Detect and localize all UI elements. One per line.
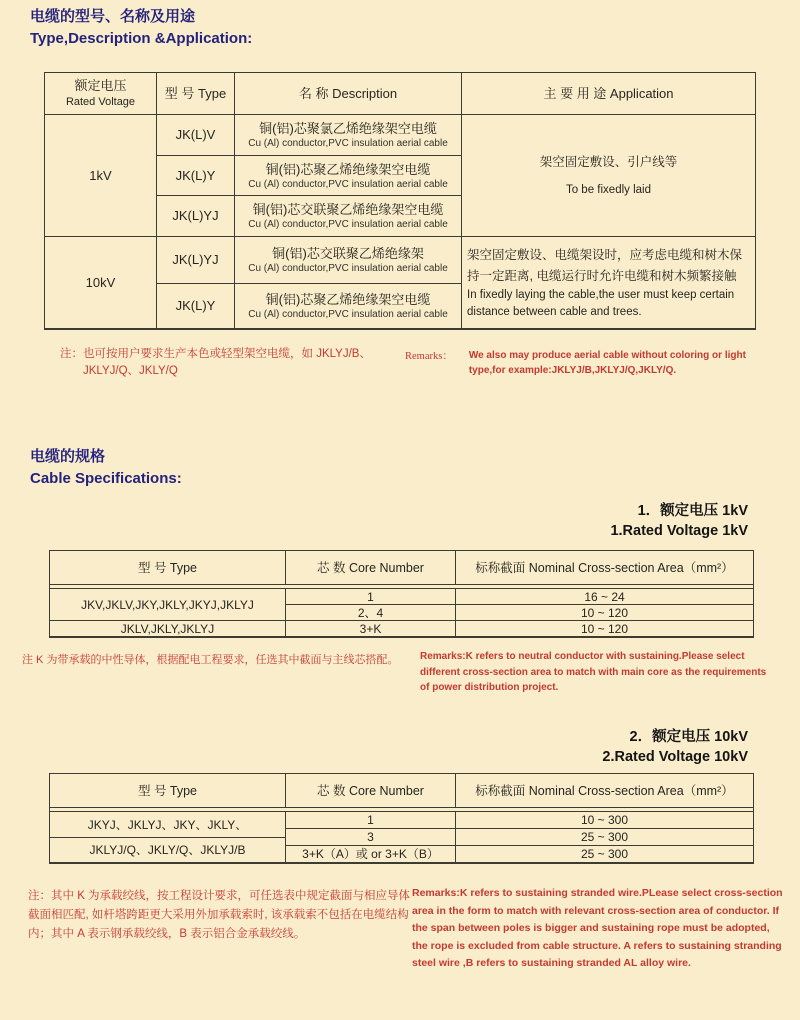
desc-zh: 铜(铝)芯交联聚乙烯绝缘架空电缆 <box>252 202 444 217</box>
area-cell: 10 ~ 300 <box>456 812 753 829</box>
section1-title-en: Type,Description &Application: <box>30 30 253 47</box>
desc-zh: 铜(铝)芯聚乙烯绝缘架空电缆 <box>265 161 431 177</box>
subheading-10kv <box>602 727 748 767</box>
t2-header-core: 芯 数 Core Number <box>286 551 456 585</box>
subheading-1kv <box>610 501 748 541</box>
t1-header-desc: 名 称 Description <box>235 73 462 115</box>
remarks-label: Remarks： <box>405 351 453 362</box>
note-text-zh: 也可按用户要求生产本色或轻型架空电缆，如 JKLYJ/B、JKLYJ/Q、JKLY/Q <box>83 348 371 377</box>
section2-title-en: Cable Specifications: <box>30 470 182 487</box>
core-cell: 1 <box>286 812 456 829</box>
desc-zh: 铜(铝)芯聚乙烯绝缘架空电缆 <box>265 292 431 307</box>
t1-header-type: 型 号 Type <box>157 73 235 115</box>
application-cell-1kv <box>462 115 755 237</box>
desc-zh: 铜(铝)芯聚氯乙烯绝缘架空电缆 <box>259 121 437 136</box>
t3-header-type: 型 号 Type <box>50 774 286 808</box>
app-en: To be fixedly laid <box>565 184 651 196</box>
type-cell: JK(L)YJ <box>157 196 235 237</box>
spec-table-1kv <box>49 550 754 638</box>
desc-cell <box>235 115 462 156</box>
t2-header-area: 标称截面 Nominal Cross-section Area（mm²） <box>456 551 753 585</box>
t2-header-type: 型 号 Type <box>50 551 286 585</box>
app-zh: 架空固定敷设、引户线等 <box>539 155 678 169</box>
desc-en: Cu (Al) conductor,PVC insulation aerial cable <box>248 263 448 274</box>
desc-cell <box>235 237 462 284</box>
core-cell: 3+K <box>286 621 456 636</box>
application-cell-10kv <box>462 237 755 328</box>
t1-header-voltage-zh: 额定电压 <box>74 77 127 93</box>
desc-cell <box>235 196 462 237</box>
table1-note-zh <box>60 346 371 380</box>
area-cell: 10 ~ 120 <box>456 605 753 621</box>
type-cell: JK(L)Y <box>157 284 235 328</box>
note-label-zh: 注： <box>28 890 51 902</box>
section1-heading <box>30 6 252 50</box>
app-zh: 架空固定敷设、电缆架设时，应考虑电缆和树木保持一定距离, 电缆运行时允许电缆和树木频繁接触 <box>467 247 743 283</box>
subheading-10kv-en: 2.Rated Voltage 10kV <box>602 749 748 765</box>
area-cell: 10 ~ 120 <box>580 621 629 636</box>
type-cell: JK(L)V <box>157 115 235 156</box>
subheading-1kv-en: 1.Rated Voltage 1kV <box>610 523 748 539</box>
t1-header-voltage <box>45 73 157 115</box>
core-cell: 3 <box>286 829 456 846</box>
section2-heading <box>30 446 182 490</box>
subheading-1kv-zh: 1．额定电压 1kV <box>637 503 748 519</box>
table3-note-en: Remarks:K refers to sustaining stranded wire.PLease select cross-section area in the form to match with relevant cross-section area of conductor. If the span between poles is bigger and sustaining rope must be adopted, the rope is excluded from cable structure. A refers to sustaining stranding steel wire ,B refers to sustaining stranded AL alloy wire. <box>412 887 783 969</box>
section1-title-zh: 电缆的型号、名称及用途 <box>30 8 196 25</box>
area-cell: 25 ~ 300 <box>456 829 753 846</box>
type-cell: JK(L)YJ <box>157 237 235 284</box>
subheading-10kv-zh: 2．额定电压 10kV <box>629 729 748 745</box>
voltage-cell-10kv: 10kV <box>45 237 157 328</box>
table1-note-en <box>405 348 777 378</box>
core-cell: 2、4 <box>286 605 456 621</box>
t1-header-app: 主 要 用 途 Application <box>462 73 755 115</box>
table2-note-en: Remarks:K refers to neutral conductor with sustaining.Please select different cross-section area to match with main core as the requirements of power distribution project. <box>420 651 767 693</box>
app-en: In fixedly laying the cable,the user must keep certain distance between cable and trees. <box>467 288 735 318</box>
desc-en: Cu (Al) conductor,PVC insulation aerial cable <box>248 219 448 230</box>
desc-cell <box>235 284 462 328</box>
core-cell: 1 <box>286 589 456 605</box>
type-group-cell: JKYJ、JKLYJ、JKY、JKLY、 <box>50 812 286 838</box>
type-description-table <box>44 72 756 330</box>
desc-cell <box>235 156 462 196</box>
note-label-zh: 注： <box>60 348 83 360</box>
desc-zh: 铜(铝)芯交联聚乙烯绝缘架 <box>272 246 424 261</box>
t3-header-area: 标称截面 Nominal Cross-section Area（mm²） <box>456 774 753 808</box>
type-group-cell: JKLYJ/Q、JKLY/Q、JKLYJ/B <box>50 838 286 862</box>
type-group-cell: JKV,JKLV,JKY,JKLY,JKYJ,JKLYJ <box>50 589 286 621</box>
t3-header-core: 芯 数 Core Number <box>286 774 456 808</box>
note-text-zh: 其中 K 为承载绞线，按工程设计要求，可任选表中规定截面与相应导体截面相匹配, 如杆塔跨距更大采用外加承载索时, 该承载索不包括在电缆结构内；其中 A 表示钢承载绞线，B 表示铝合金承载绞线。 <box>28 890 411 940</box>
core-cell: 3+K（A）或 or 3+K（B） <box>286 846 456 862</box>
desc-en: Cu (Al) conductor,PVC insulation aerial cable <box>248 178 448 190</box>
spec-table-10kv <box>49 773 754 864</box>
t1-header-voltage-en: Rated Voltage <box>65 95 136 108</box>
area-cell: 16 ~ 24 <box>456 589 753 605</box>
voltage-cell-1kv: 1kV <box>45 115 157 237</box>
area-cell: 25 ~ 300 <box>580 847 629 861</box>
desc-en: Cu (Al) conductor,PVC insulation aerial cable <box>248 309 448 320</box>
type-group-cell: JKLV,JKLY,JKLYJ <box>50 621 286 636</box>
section2-title-zh: 电缆的规格 <box>30 448 106 465</box>
table2-note-zh: 注 K 为带承载的中性导体，根据配电工程要求，任选其中截面与主线芯搭配。 <box>22 654 399 666</box>
type-cell: JK(L)Y <box>157 156 235 196</box>
note-text-en: We also may produce aerial cable without coloring or light type,for example:JKLYJ/B,JKLYJ/Q,JKLY/Q. <box>468 350 746 376</box>
table3-note-zh <box>28 887 412 944</box>
desc-en: Cu (Al) conductor,PVC insulation aerial cable <box>248 138 448 149</box>
